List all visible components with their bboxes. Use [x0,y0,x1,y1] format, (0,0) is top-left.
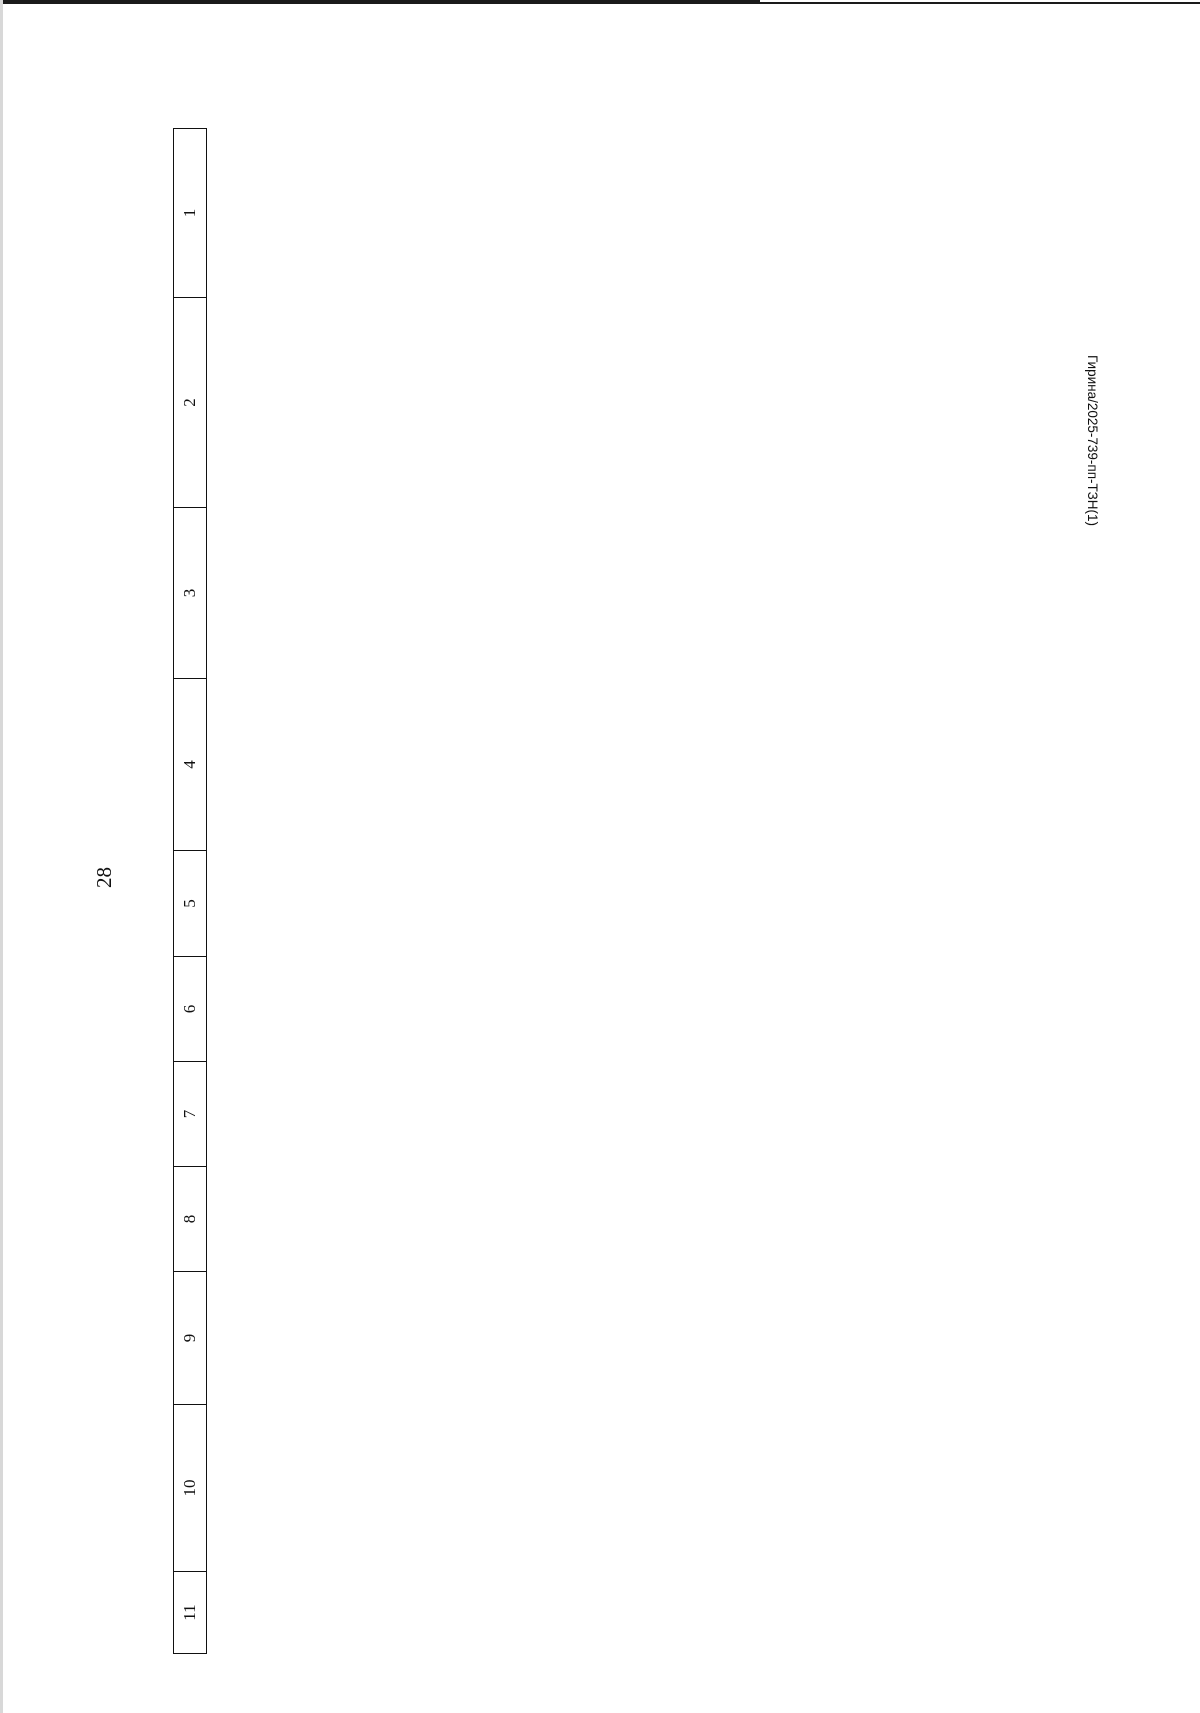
scan-border-gap [760,0,1200,2]
col-header-11: 11 [174,1572,207,1654]
col-header-10: 10 [174,1405,207,1572]
col-header-3: 3 [174,508,207,679]
header-row [174,129,207,1654]
page-number: 28 [92,867,116,888]
col-header-2: 2 [174,298,207,508]
col-header-9: 9 [174,1272,207,1405]
col-header-1: 1 [174,129,207,298]
scan-border-left [0,0,3,1713]
document-code: Гирина/2025-739-пп-ТЗН(1) [1085,355,1100,527]
col-header-6: 6 [174,957,207,1062]
col-header-5: 5 [174,851,207,957]
rotated-table-container [173,129,1073,1654]
col-header-7: 7 [174,1062,207,1167]
col-header-8: 8 [174,1167,207,1272]
budget-table [173,128,207,1654]
col-header-4: 4 [174,679,207,851]
